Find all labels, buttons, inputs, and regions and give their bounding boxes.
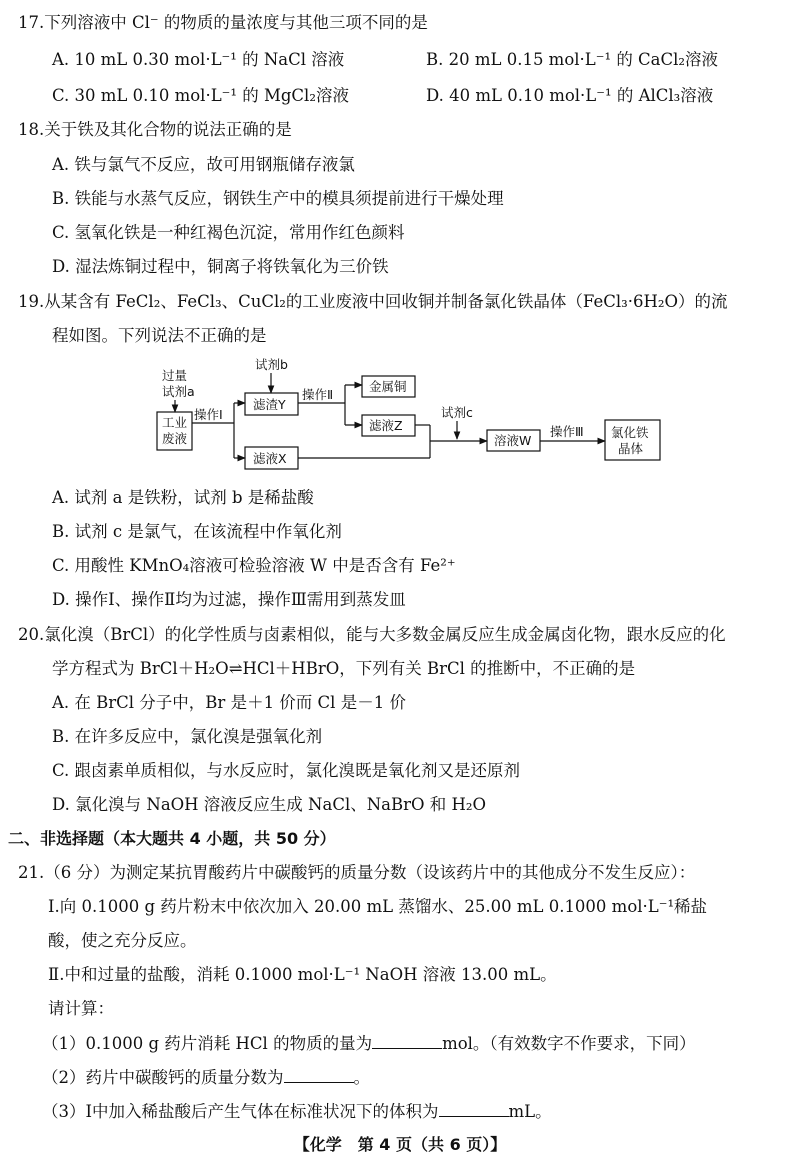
section-heading: 二、非选择题（本大题共 4 小题，共 50 分） [8, 829, 336, 848]
q21-step1-line2: 酸，使之充分反应。 [48, 931, 197, 950]
q20-option-d: D. 氯化溴与 NaOH 溶液反应生成 NaCl、NaBrO 和 H₂O [52, 795, 487, 814]
q19-option-a: A. 试剂 a 是铁粉，试剂 b 是稀盐酸 [52, 488, 314, 507]
q18-option-b: B. 铁能与水蒸气反应，钢铁生产中的模具须提前进行干燥处理 [52, 189, 504, 208]
q21-part3-blank[interactable] [439, 1100, 509, 1117]
q17-option-a: A. 10 mL 0.30 mol·L⁻¹ 的 NaCl 溶液 [52, 50, 345, 69]
q18-option-a: A. 铁与氯气不反应，故可用钢瓶储存液氯 [52, 155, 355, 174]
op3-label: 操作Ⅲ [550, 424, 584, 439]
q21-part1-text: （1）0.1000 g 药片消耗 HCl 的物质的量为 [42, 1034, 373, 1053]
q19-stem-line2: 程如图。下列说法不正确的是 [52, 326, 267, 345]
page-footer: 【化学 第 4 页（共 6 页）】 [293, 1135, 507, 1154]
q21-part2-text: （2）药片中碳酸钙的质量分数为 [42, 1068, 284, 1087]
reagent-a-label-2: 试剂a [162, 384, 195, 399]
q20-option-c: C. 跟卤素单质相似，与水反应时，氯化溴既是氧化剂又是还原剂 [52, 761, 521, 780]
reagent-c-label: 试剂c [441, 405, 473, 420]
q17-option-d: D. 40 mL 0.10 mol·L⁻¹ 的 AlCl₃溶液 [426, 86, 714, 105]
q20-stem-line1: 20.氯化溴（BrCl）的化学性质与卤素相似，能与大多数金属反应生成金属卤化物，跟水反应的化 [18, 625, 726, 644]
q17-option-b: B. 20 mL 0.15 mol·L⁻¹ 的 CaCl₂溶液 [426, 50, 719, 69]
q21-part3-unit: mL。 [508, 1102, 552, 1121]
q20-stem-line2: 学方程式为 BrCl＋H₂O⇌HCl＋HBrO，下列有关 BrCl 的推断中，不正确的是 [52, 659, 636, 678]
q19-option-c: C. 用酸性 KMnO₄溶液可检验溶液 W 中是否含有 Fe²⁺ [52, 556, 456, 575]
q21-part3-text: （3）Ⅰ中加入稀盐酸后产生气体在标准状况下的体积为 [42, 1102, 439, 1121]
waste-label-1: 工业 [162, 415, 188, 430]
q21-ask: 请计算： [48, 999, 114, 1018]
residue-y-label: 滤渣Y [253, 397, 286, 412]
q18-option-d: D. 湿法炼铜过程中，铜离子将铁氧化为三价铁 [52, 257, 389, 276]
product-label-2: 晶体 [618, 441, 644, 456]
q19-option-d: D. 操作Ⅰ、操作Ⅱ均为过滤，操作Ⅲ需用到蒸发皿 [52, 590, 406, 609]
q19-flow-diagram [0, 355, 800, 485]
op2-label: 操作Ⅱ [302, 387, 334, 402]
q21-part1-unit: mol。（有效数字不作要求，下同） [442, 1034, 696, 1053]
q18-stem: 18.关于铁及其化合物的说法正确的是 [18, 120, 292, 139]
q21-step2: Ⅱ.中和过量的盐酸，消耗 0.1000 mol·L⁻¹ NaOH 溶液 13.00 mL。 [48, 965, 557, 984]
q21-part2-end: 。 [353, 1068, 370, 1087]
q20-option-b: B. 在许多反应中，氯化溴是强氧化剂 [52, 727, 323, 746]
q20-option-a: A. 在 BrCl 分子中，Br 是＋1 价而 Cl 是－1 价 [52, 693, 406, 712]
op1-label: 操作Ⅰ [194, 407, 223, 422]
reagent-a-label-1: 过量 [162, 368, 188, 383]
waste-label-2: 废液 [162, 431, 188, 446]
filtrate-x-label: 滤液X [253, 451, 287, 466]
q19-option-b: B. 试剂 c 是氯气，在该流程中作氧化剂 [52, 522, 342, 541]
q18-option-c: C. 氢氧化铁是一种红褐色沉淀，常用作红色颜料 [52, 223, 405, 242]
q21-step1-line1: Ⅰ.向 0.1000 g 药片粉末中依次加入 20.00 mL 蒸馏水、25.00 mL 0.1000 mol·L⁻¹稀盐 [48, 897, 708, 916]
q17-option-c: C. 30 mL 0.10 mol·L⁻¹ 的 MgCl₂溶液 [52, 86, 349, 105]
q19-stem-line1: 19.从某含有 FeCl₂、FeCl₃、CuCl₂的工业废液中回收铜并制备氯化铁晶体（FeCl₃·6H₂O）的流 [18, 292, 728, 311]
filtrate-z-label: 滤液Z [369, 418, 403, 433]
copper-label: 金属铜 [369, 379, 407, 394]
q21-stem: 21.（6 分）为测定某抗胃酸药片中碳酸钙的质量分数（设该药片中的其他成分不发生反应）： [18, 863, 696, 882]
q21-part2-blank[interactable] [284, 1066, 354, 1083]
q21-part1-blank[interactable] [372, 1032, 442, 1049]
q17-stem: 17.下列溶液中 Cl⁻ 的物质的量浓度与其他三项不同的是 [18, 13, 428, 32]
q21-part1 [42, 1032, 696, 1055]
solution-w-label: 溶液W [494, 433, 532, 448]
reagent-b-label: 试剂b [255, 357, 288, 372]
q21-part3 [42, 1100, 552, 1123]
product-label-1: 氯化铁 [611, 425, 649, 440]
q21-part2 [42, 1066, 370, 1089]
